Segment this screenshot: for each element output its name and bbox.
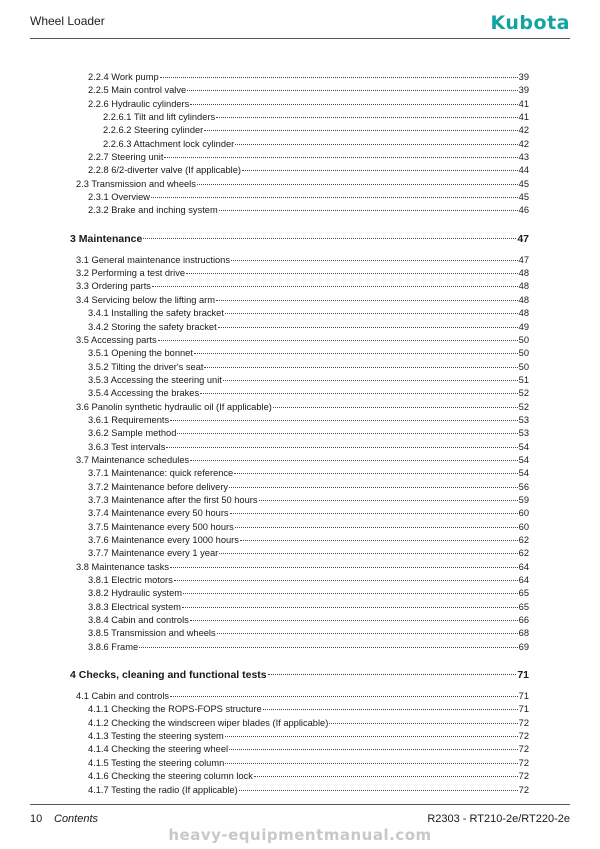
toc-entry-label: 2.2.4 Work pump bbox=[88, 72, 159, 82]
dot-leader bbox=[170, 567, 518, 568]
toc-entry-label: 3.8.3 Electrical system bbox=[88, 601, 182, 612]
toc-page-number: 62 bbox=[518, 535, 529, 545]
toc-entry[interactable] bbox=[70, 334, 529, 347]
dot-leader bbox=[219, 210, 518, 211]
toc-entry[interactable] bbox=[70, 507, 529, 520]
dot-leader bbox=[240, 540, 518, 541]
toc-entry-label: 2.3.2 Brake and inching system bbox=[88, 205, 218, 216]
dot-leader bbox=[164, 157, 517, 158]
dot-leader bbox=[242, 170, 518, 171]
toc-page-number: 50 bbox=[518, 334, 529, 345]
dot-leader bbox=[187, 90, 517, 91]
toc-entry[interactable] bbox=[70, 521, 529, 534]
toc-page-number: 72 bbox=[518, 757, 529, 768]
toc-entry[interactable] bbox=[70, 71, 529, 84]
toc-entry-label: 2.2.6 Hydraulic cylinders bbox=[88, 98, 190, 109]
toc-entry-label: 2.2.5 Main control valve bbox=[88, 85, 187, 96]
toc-page-number: 53 bbox=[518, 428, 529, 439]
dot-leader bbox=[143, 238, 516, 239]
toc-entry-label: 3.6.3 Test intervals bbox=[88, 441, 166, 452]
toc-entry-label: 3.5.3 Accessing the steering unit bbox=[88, 374, 222, 385]
toc-entry[interactable] bbox=[70, 467, 529, 480]
dot-leader bbox=[174, 580, 518, 581]
toc-entry-label: 4.1.3 Testing the steering system bbox=[88, 731, 224, 742]
toc-entry[interactable] bbox=[70, 770, 529, 783]
toc-entry-label: 4.1.5 Testing the steering column bbox=[88, 757, 225, 768]
toc-entry-label: 3.7.1 Maintenance: quick reference bbox=[88, 468, 234, 479]
dot-leader bbox=[160, 77, 518, 78]
toc-entry-label: 3.8.1 Electric motors bbox=[88, 575, 173, 586]
toc-page-number: 47 bbox=[517, 232, 529, 245]
watermark-text: heavy-equipmentmanual.com bbox=[168, 826, 432, 844]
toc-entry-label: 3.5.4 Accessing the brakes bbox=[88, 388, 200, 399]
toc-entry[interactable] bbox=[70, 784, 529, 797]
toc-entry[interactable] bbox=[70, 387, 529, 400]
toc-chapter-entry[interactable] bbox=[70, 662, 529, 688]
dot-leader bbox=[190, 104, 517, 105]
toc-entry[interactable] bbox=[70, 178, 529, 191]
toc-page-number: 72 bbox=[518, 784, 529, 795]
toc-page-number: 45 bbox=[518, 192, 529, 203]
toc-entry[interactable] bbox=[70, 703, 529, 716]
dot-leader bbox=[182, 607, 518, 608]
toc-entry[interactable] bbox=[70, 481, 529, 494]
dot-leader bbox=[239, 790, 518, 791]
toc-entry-label: 3.7.5 Maintenance every 500 hours bbox=[88, 521, 234, 532]
dot-leader bbox=[151, 197, 518, 198]
toc-entry-label: 2.2.7 Steering unit bbox=[88, 152, 164, 163]
dot-leader bbox=[225, 763, 517, 764]
toc-page-number: 43 bbox=[518, 152, 529, 163]
toc-entry-label: 3.7.3 Maintenance after the first 50 hours bbox=[88, 494, 258, 505]
toc-entry-label: 3.4 Servicing below the lifting arm bbox=[76, 294, 216, 305]
toc-page-number: 71 bbox=[517, 669, 529, 682]
toc-entry-label: 4.1.6 Checking the steering column lock bbox=[88, 771, 253, 782]
dot-leader bbox=[217, 633, 518, 634]
toc-entry[interactable] bbox=[70, 347, 529, 360]
dot-leader bbox=[216, 300, 518, 301]
dot-leader bbox=[259, 500, 518, 501]
toc-entry-label: 3.6.2 Sample method bbox=[88, 428, 177, 439]
toc-entry-label: 3.6.1 Requirements bbox=[88, 414, 170, 425]
dot-leader bbox=[268, 674, 517, 675]
dot-leader bbox=[186, 273, 518, 274]
dot-leader bbox=[204, 130, 517, 131]
toc-entry[interactable] bbox=[70, 124, 529, 137]
document-title: Wheel Loader bbox=[30, 14, 105, 28]
toc-entry-label: 2.2.6.2 Steering cylinder bbox=[103, 125, 204, 136]
toc-page-number: 46 bbox=[518, 205, 529, 216]
toc-page-number: 71 bbox=[518, 691, 529, 702]
toc-entry-label: 4.1 Cabin and controls bbox=[76, 691, 170, 702]
toc-entry-label: 3.4.2 Storing the safety bracket bbox=[88, 321, 217, 332]
toc-entry-label: 3.4.1 Installing the safety bracket bbox=[88, 308, 224, 319]
toc-entry[interactable] bbox=[70, 454, 529, 467]
toc-entry[interactable] bbox=[70, 414, 529, 427]
toc-entry[interactable] bbox=[70, 164, 529, 177]
section-name: Contents bbox=[54, 813, 99, 825]
page-footer bbox=[30, 804, 570, 825]
toc-entry-label: 3.8.4 Cabin and controls bbox=[88, 615, 189, 626]
toc-entry[interactable] bbox=[70, 267, 529, 280]
toc-page-number: 64 bbox=[518, 575, 529, 586]
dot-leader bbox=[230, 513, 518, 514]
toc-page-number: 42 bbox=[518, 138, 529, 149]
toc-entry-label: 2.2.6.1 Tilt and lift cylinders bbox=[103, 112, 216, 123]
toc-entry[interactable] bbox=[70, 743, 529, 756]
toc-entry-label: 3.2 Performing a test drive bbox=[76, 268, 186, 279]
dot-leader bbox=[177, 433, 517, 434]
toc-chapter-entry[interactable] bbox=[70, 226, 529, 252]
toc-entry[interactable] bbox=[70, 191, 529, 204]
toc-entry-label: 4.1.7 Testing the radio (If applicable) bbox=[88, 784, 238, 795]
toc-entry[interactable] bbox=[70, 280, 529, 293]
toc-entry[interactable] bbox=[70, 111, 529, 124]
kubota-logo: Kubota bbox=[490, 12, 570, 34]
toc-entry-label: 3.5.2 Tilting the driver's seat bbox=[88, 361, 204, 372]
toc-entry-label: 2.3 Transmission and wheels bbox=[76, 178, 196, 189]
toc-page-number: 60 bbox=[518, 508, 529, 519]
toc-page-number: 69 bbox=[518, 641, 529, 652]
toc-entry[interactable] bbox=[70, 441, 529, 454]
toc-entry[interactable] bbox=[70, 307, 529, 320]
dot-leader bbox=[200, 393, 518, 394]
toc-entry[interactable] bbox=[70, 627, 529, 640]
toc-page-number: 65 bbox=[518, 601, 529, 612]
toc-entry-label: 3.8 Maintenance tasks bbox=[76, 561, 170, 572]
toc-page-number: 45 bbox=[518, 178, 529, 189]
toc-entry-label: 3.7 Maintenance schedules bbox=[76, 454, 190, 465]
dot-leader bbox=[229, 487, 518, 488]
toc-entry-label: 3.7.7 Maintenance every 1 year bbox=[88, 548, 219, 559]
toc-page-number: 71 bbox=[518, 704, 529, 715]
toc-page-number: 53 bbox=[518, 414, 529, 425]
page-number: 10 bbox=[30, 813, 43, 825]
toc-entry[interactable] bbox=[70, 361, 529, 374]
toc-entry[interactable] bbox=[70, 151, 529, 164]
dot-leader bbox=[204, 367, 517, 368]
toc-entry-label: 4.1.4 Checking the steering wheel bbox=[88, 744, 229, 755]
toc-entry-label: 2.2.6.3 Attachment lock cylinder bbox=[103, 138, 235, 149]
dot-leader bbox=[273, 407, 518, 408]
toc-page-number: 48 bbox=[518, 308, 529, 319]
toc-entry[interactable] bbox=[70, 401, 529, 414]
toc-entry[interactable] bbox=[70, 614, 529, 627]
toc-entry[interactable] bbox=[70, 561, 529, 574]
toc-entry-label: 4.1.2 Checking the windscreen wiper blades (If applicable) bbox=[88, 717, 329, 728]
toc-page-number: 72 bbox=[518, 744, 529, 755]
dot-leader bbox=[219, 553, 517, 554]
toc-entry[interactable] bbox=[70, 84, 529, 97]
toc-page-number: 39 bbox=[518, 85, 529, 96]
toc-entry[interactable] bbox=[70, 717, 529, 730]
dot-leader bbox=[329, 723, 517, 724]
toc-page-number: 54 bbox=[518, 468, 529, 479]
toc-entry-label: 3.3 Ordering parts bbox=[76, 281, 151, 292]
dot-leader bbox=[190, 620, 518, 621]
toc-entry[interactable] bbox=[70, 294, 529, 307]
toc-page-number: 52 bbox=[518, 388, 529, 399]
toc-page-number: 51 bbox=[518, 374, 529, 385]
dot-leader bbox=[158, 340, 518, 341]
toc-page-number: 47 bbox=[518, 254, 529, 265]
dot-leader bbox=[231, 260, 518, 261]
toc-page-number: 48 bbox=[518, 294, 529, 305]
toc-page-number: 62 bbox=[518, 548, 529, 559]
dot-leader bbox=[139, 647, 518, 648]
toc-page-number: 54 bbox=[518, 454, 529, 465]
toc-entry[interactable] bbox=[70, 690, 529, 703]
toc-entry-label: 3.5 Accessing parts bbox=[76, 334, 157, 345]
toc-entry[interactable] bbox=[70, 138, 529, 151]
dot-leader bbox=[170, 696, 518, 697]
toc-page-number: 72 bbox=[518, 717, 529, 728]
toc-entry[interactable] bbox=[70, 730, 529, 743]
dot-leader bbox=[194, 353, 518, 354]
toc-entry-label: 3.8.5 Transmission and wheels bbox=[88, 628, 216, 639]
toc-entry[interactable] bbox=[70, 547, 529, 560]
dot-leader bbox=[235, 527, 518, 528]
toc-page-number: 56 bbox=[518, 481, 529, 492]
toc-entry[interactable] bbox=[70, 757, 529, 770]
toc-entry-label: 3.7.4 Maintenance every 50 hours bbox=[88, 508, 229, 519]
toc-entry[interactable] bbox=[70, 601, 529, 614]
toc-page-number: 60 bbox=[518, 521, 529, 532]
toc-page-number: 68 bbox=[518, 628, 529, 639]
toc-page-number: 59 bbox=[518, 494, 529, 505]
dot-leader bbox=[263, 709, 518, 710]
toc-entry[interactable] bbox=[70, 254, 529, 267]
toc-page-number: 52 bbox=[518, 401, 529, 412]
toc-page-number: 66 bbox=[518, 615, 529, 626]
toc-page-number: 42 bbox=[518, 125, 529, 136]
toc-page-number: 48 bbox=[518, 268, 529, 279]
toc-entry[interactable] bbox=[70, 204, 529, 217]
table-of-contents bbox=[70, 71, 529, 797]
dot-leader bbox=[235, 144, 517, 145]
toc-entry-label: 3.5.1 Opening the bonnet bbox=[88, 348, 193, 359]
dot-leader bbox=[197, 184, 518, 185]
dot-leader bbox=[254, 776, 518, 777]
toc-entry-label: 3 Maintenance bbox=[70, 232, 143, 245]
toc-entry-label: 2.2.8 6/2-diverter valve (If applicable) bbox=[88, 165, 241, 176]
toc-page-number: 49 bbox=[518, 321, 529, 332]
dot-leader bbox=[225, 313, 518, 314]
dot-leader bbox=[183, 593, 518, 594]
dot-leader bbox=[166, 447, 517, 448]
toc-page-number: 41 bbox=[518, 112, 529, 123]
toc-page-number: 72 bbox=[518, 771, 529, 782]
dot-leader bbox=[225, 736, 518, 737]
toc-entry[interactable] bbox=[70, 427, 529, 440]
toc-entry[interactable] bbox=[70, 98, 529, 111]
toc-entry-label: 3.1 General maintenance instructions bbox=[76, 254, 231, 265]
dot-leader bbox=[218, 327, 518, 328]
model-identifier: R2303 - RT210-2e/RT220-2e bbox=[427, 813, 570, 825]
toc-page-number: 65 bbox=[518, 588, 529, 599]
toc-page-number: 50 bbox=[518, 361, 529, 372]
dot-leader bbox=[170, 420, 518, 421]
toc-entry[interactable] bbox=[70, 494, 529, 507]
toc-page-number: 50 bbox=[518, 348, 529, 359]
dot-leader bbox=[152, 286, 518, 287]
toc-page-number: 48 bbox=[518, 281, 529, 292]
toc-entry[interactable] bbox=[70, 321, 529, 334]
toc-entry-label: 3.8.6 Frame bbox=[88, 641, 139, 652]
toc-page-number: 54 bbox=[518, 441, 529, 452]
toc-page-number: 44 bbox=[518, 165, 529, 176]
toc-entry[interactable] bbox=[70, 534, 529, 547]
dot-leader bbox=[216, 117, 518, 118]
toc-page-number: 39 bbox=[518, 72, 529, 82]
dot-leader bbox=[234, 473, 517, 474]
toc-page-number: 64 bbox=[518, 561, 529, 572]
dot-leader bbox=[190, 460, 517, 461]
toc-entry[interactable] bbox=[70, 574, 529, 587]
toc-entry-label: 4.1.1 Checking the ROPS-FOPS structure bbox=[88, 704, 262, 715]
toc-entry-label: 2.3.1 Overview bbox=[88, 192, 151, 203]
toc-page-number: 72 bbox=[518, 731, 529, 742]
dot-leader bbox=[223, 380, 518, 381]
toc-entry[interactable] bbox=[70, 641, 529, 654]
toc-entry-label: 3.7.2 Maintenance before delivery bbox=[88, 481, 229, 492]
toc-entry-label: 3.8.2 Hydraulic system bbox=[88, 588, 183, 599]
toc-entry-label: 4 Checks, cleaning and functional tests bbox=[70, 669, 267, 682]
page-header bbox=[30, 0, 570, 39]
toc-entry-label: 3.7.6 Maintenance every 1000 hours bbox=[88, 535, 239, 545]
toc-page-number: 41 bbox=[518, 98, 529, 109]
toc-entry[interactable] bbox=[70, 374, 529, 387]
toc-entry[interactable] bbox=[70, 587, 529, 600]
dot-leader bbox=[229, 749, 518, 750]
toc-entry-label: 3.6 Panolin synthetic hydraulic oil (If applicable) bbox=[76, 401, 272, 412]
